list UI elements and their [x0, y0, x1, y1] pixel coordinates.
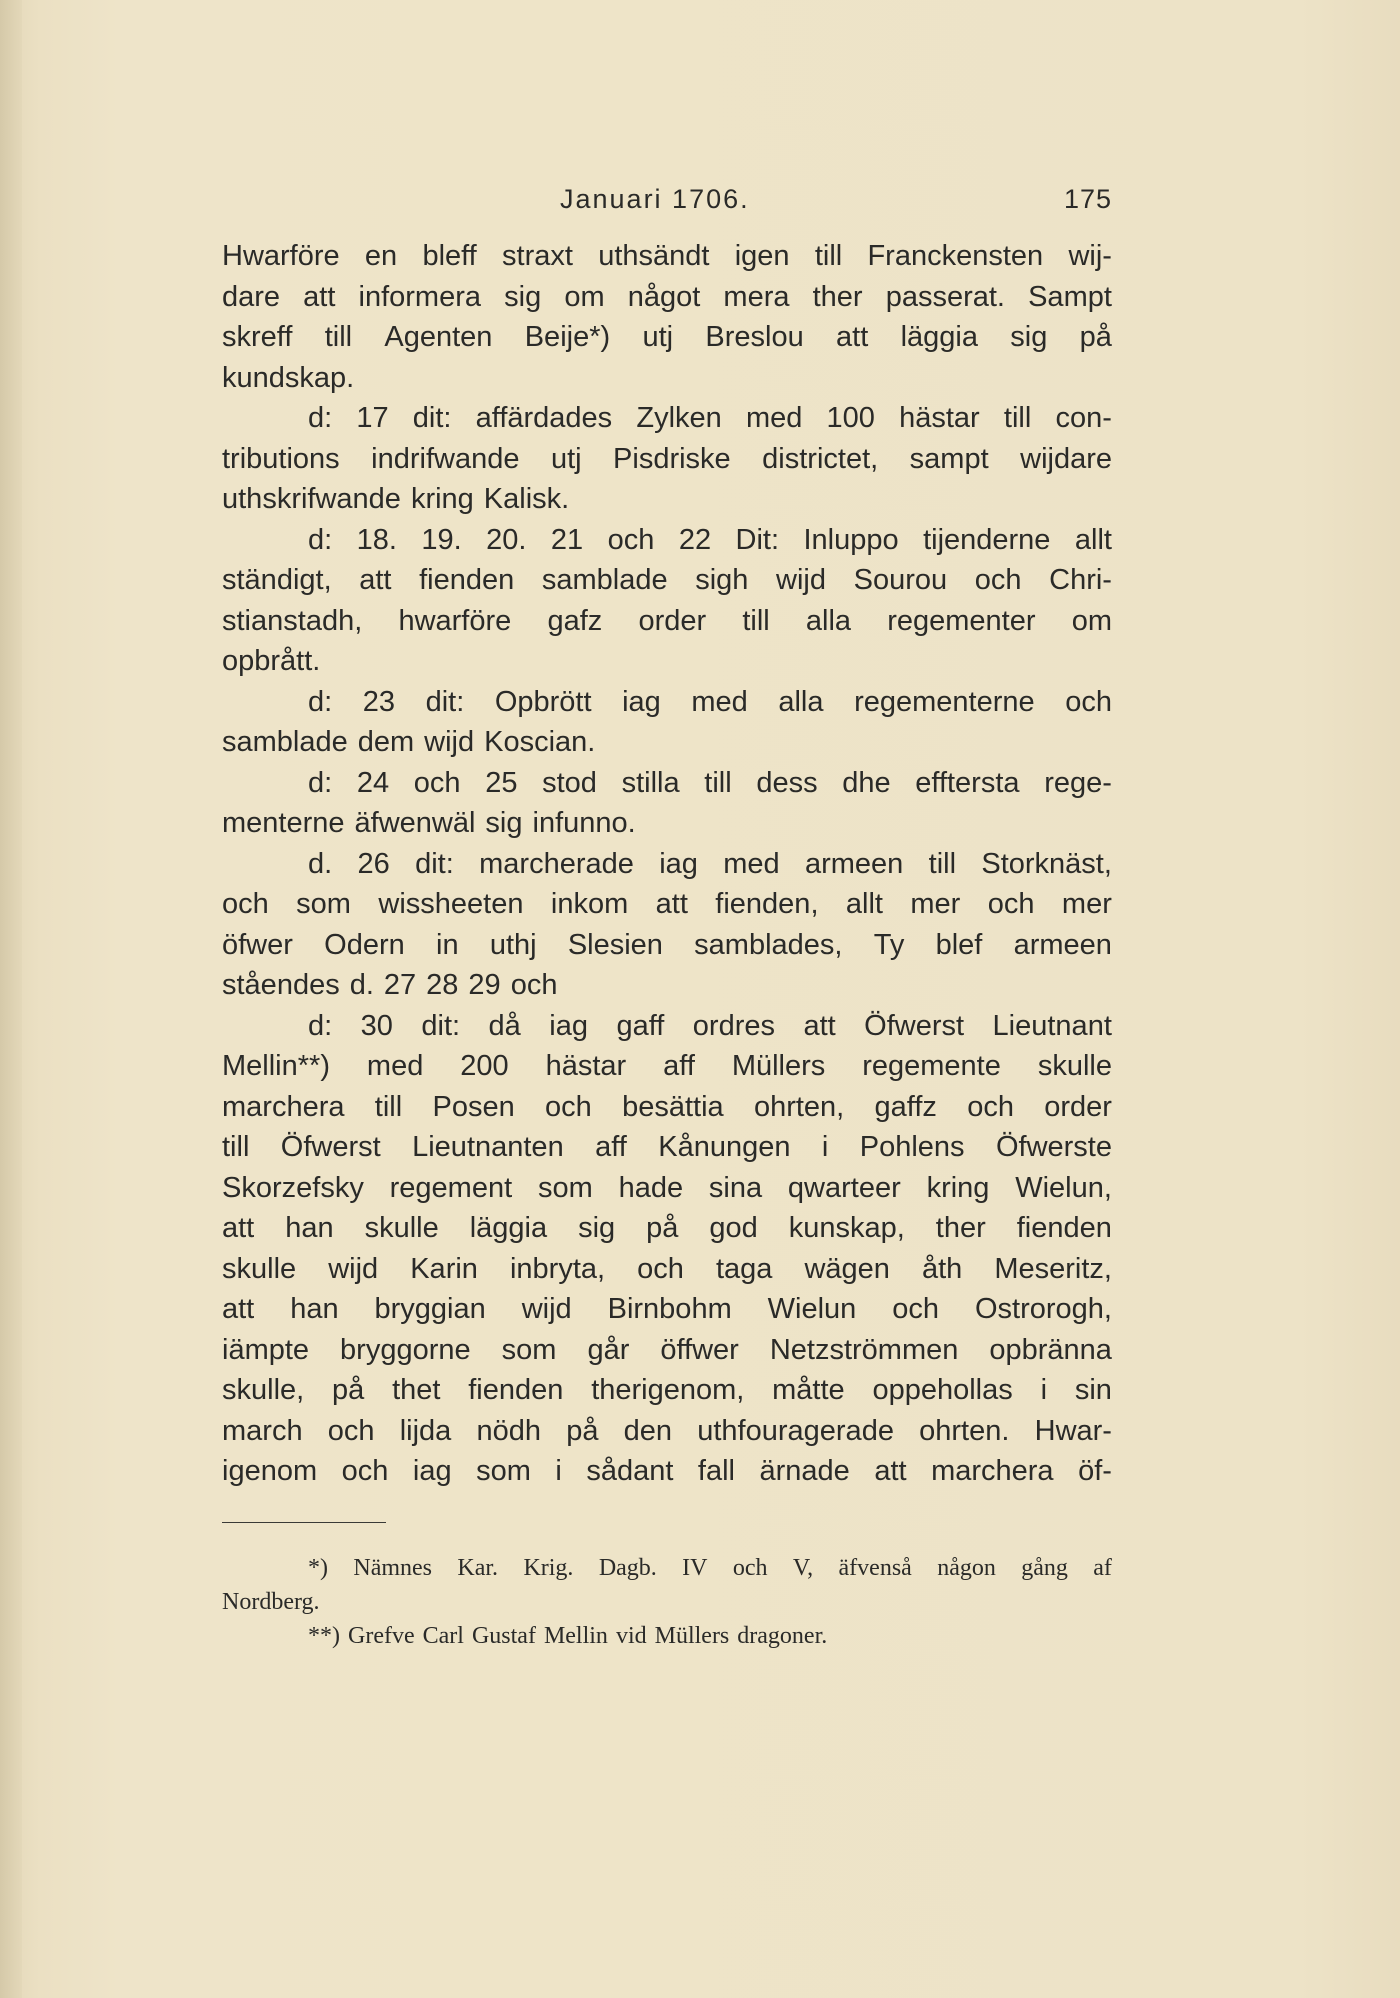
text-line: skulle wijd Karin inbryta, och taga wägen åth Meseritz,: [222, 1252, 1112, 1285]
text-line: march och lijda nödh på den uthfouragerade ohrten. Hwar-: [222, 1414, 1112, 1447]
text-line: och som wissheeten inkom att fienden, allt mer och mer: [222, 888, 1112, 920]
text-line: opbrått.: [222, 645, 321, 677]
footnote-line: **) Grefve Carl Gustaf Mellin vid Müllers dragoner.: [308, 1623, 828, 1649]
footnote-divider: [222, 1522, 386, 1523]
page-spine-shadow: [0, 0, 22, 1998]
text-line: menterne äfwenwäl sig infunno.: [222, 807, 636, 839]
text-line: Hwarföre en bleff straxt uthsändt igen till Franckensten wij-: [222, 240, 1112, 272]
text-line: d: 23 dit: Opbrött iag med alla regementerne och: [308, 685, 1112, 718]
text-line: öfwer Odern in uthj Slesien samblades, Ty blef armeen: [222, 928, 1112, 961]
text-line: ständigt, att fienden samblade sigh wijd Sourou och Chri-: [222, 564, 1112, 596]
text-line: skulle, på thet fienden therigenom, måtte oppehollas i sin: [222, 1374, 1112, 1406]
text-line: uthskrifwande kring Kalisk.: [222, 483, 570, 515]
page-header: [222, 177, 1112, 221]
text-line: d: 18. 19. 20. 21 och 22 Dit: Inluppo tijenderne allt: [308, 523, 1112, 556]
text-line: ståendes d. 27 28 29 och: [222, 969, 558, 1001]
text-line: iämpte bryggorne som går öffwer Netzströmmen opbränna: [222, 1333, 1112, 1366]
text-line: kundskap.: [222, 361, 355, 394]
text-line: Mellin**) med 200 hästar aff Müllers regemente skulle: [222, 1050, 1112, 1082]
footnote-line: *) Nämnes Kar. Krig. Dagb. IV och V, äfvenså någon gång af: [308, 1555, 1112, 1581]
running-head: Januari 1706.: [560, 184, 750, 214]
footnotes: [222, 1551, 1112, 1653]
text-line: tributions indrifwande utj Pisdriske districtet, sampt wijdare: [222, 442, 1112, 475]
text-line: Skorzefsky regement som hade sina qwarteer kring Wielun,: [222, 1171, 1112, 1204]
text-line: d: 17 dit: affärdades Zylken med 100 hästar till con-: [308, 402, 1112, 434]
text-line: d: 30 dit: då iag gaff ordres att Öfwerst Lieutnant: [308, 1009, 1112, 1042]
text-line: stianstadh, hwarföre gafz order till alla regementer om: [222, 604, 1112, 637]
footnote-line: Nordberg.: [222, 1589, 320, 1615]
text-line: att han skulle läggia sig på god kunskap, ther fienden: [222, 1212, 1112, 1244]
text-line: samblade dem wijd Koscian.: [222, 726, 596, 758]
body-text: [222, 236, 1112, 1492]
page-number: 175: [1063, 184, 1112, 214]
text-line: dare att informera sig om något mera ther passerat. Sampt: [222, 280, 1112, 313]
text-line: igenom och iag som i sådant fall ärnade att marchera öf-: [222, 1455, 1112, 1487]
text-line: skreff till Agenten Beije*) utj Breslou att läggia sig på: [222, 321, 1112, 353]
text-line: d. 26 dit: marcherade iag med armeen till Storknäst,: [308, 847, 1112, 880]
text-line: d: 24 och 25 stod stilla till dess dhe efftersta rege-: [308, 766, 1112, 799]
text-line: att han bryggian wijd Birnbohm Wielun och Ostrorogh,: [222, 1293, 1112, 1325]
text-line: till Öfwerst Lieutnanten aff Kånungen i Pohlens Öfwerste: [222, 1131, 1112, 1163]
text-line: marchera till Posen och besättia ohrten, gaffz och order: [222, 1090, 1112, 1123]
